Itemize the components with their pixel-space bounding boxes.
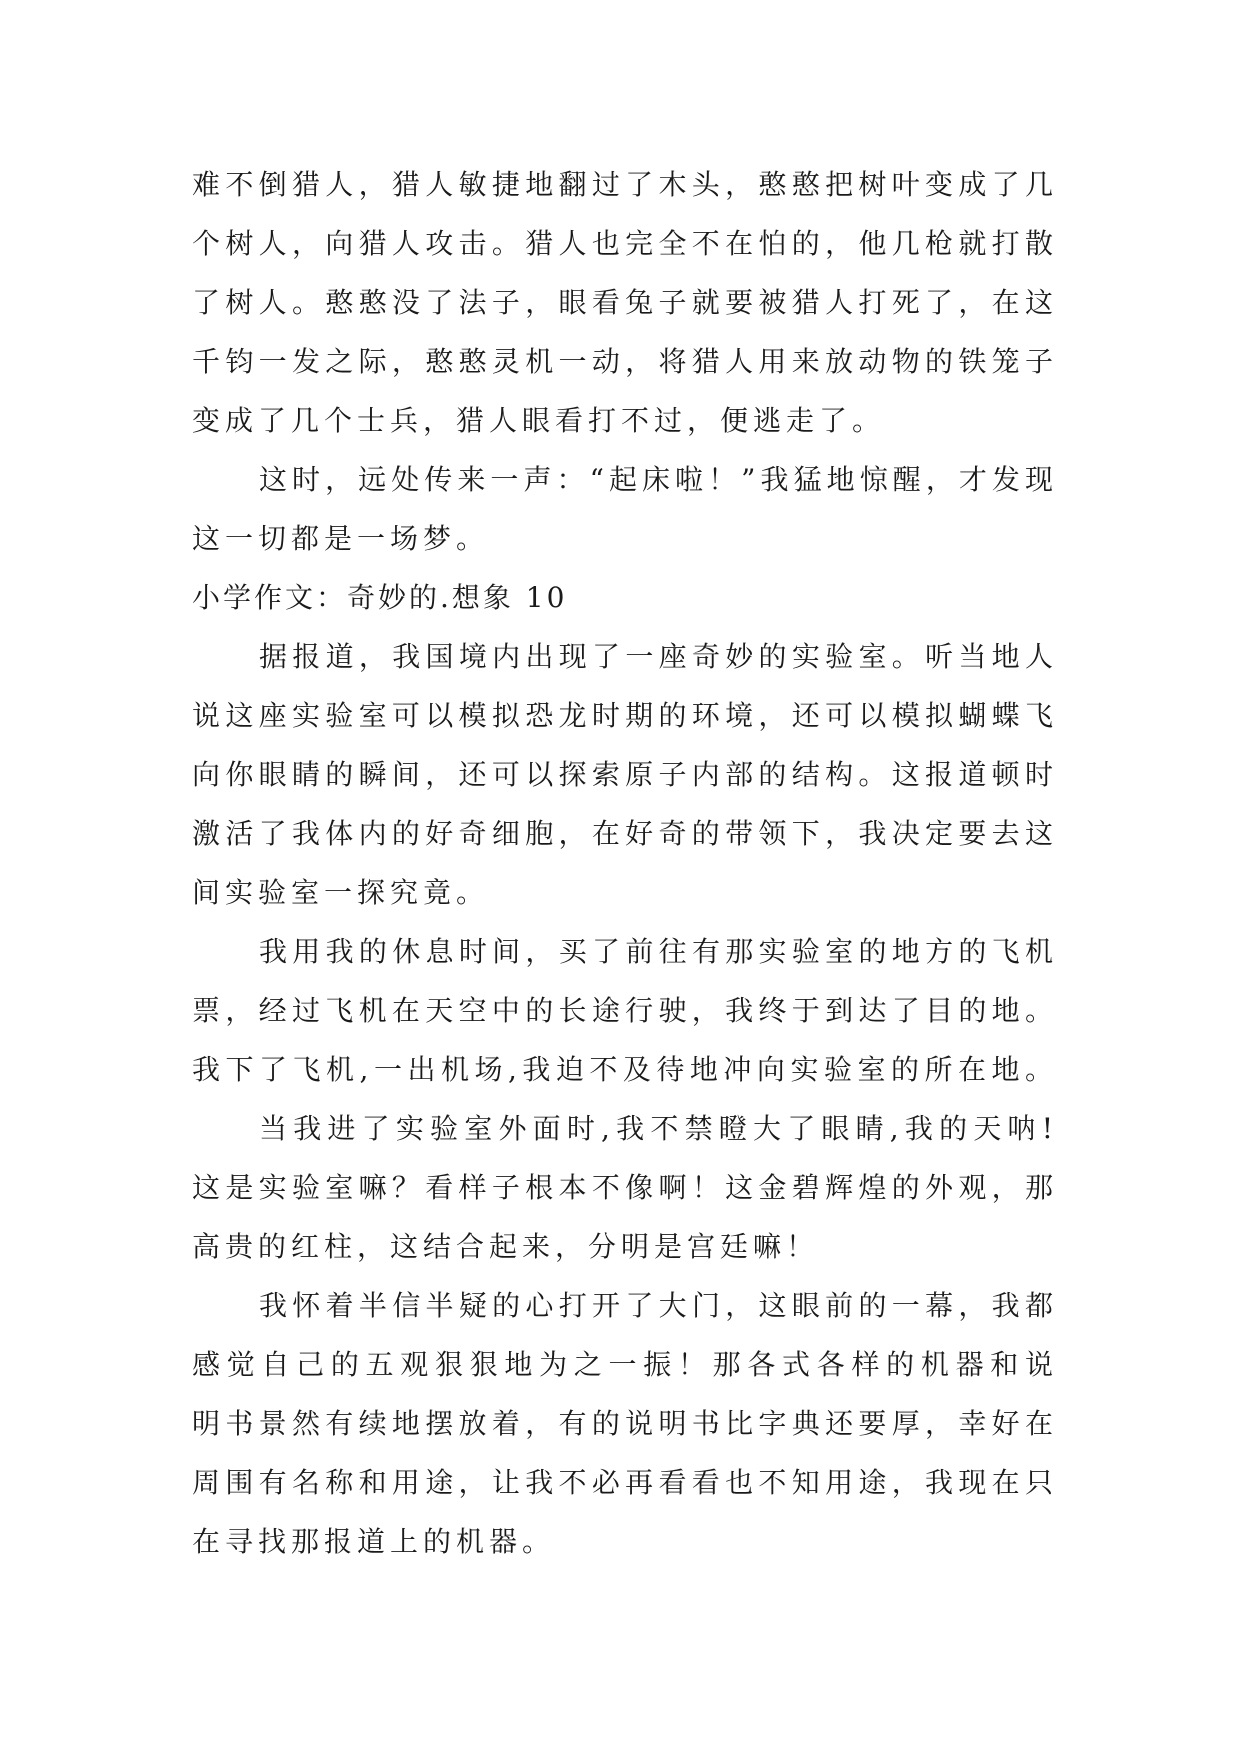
- text-line: 千钧一发之际，憨憨灵机一动，将猎人用来放动物的铁笼子: [192, 345, 1058, 378]
- text-line: 当我进了实验室外面时,我不禁瞪大了眼睛,我的天呐!: [259, 1112, 1058, 1145]
- document-body: [192, 155, 1058, 1571]
- text-line: 据报道，我国境内出现了一座奇妙的实验室。听当地人: [259, 640, 1058, 673]
- essay-heading: 小学作文：奇妙的.想象 10: [192, 581, 568, 614]
- paragraph: [192, 922, 1058, 1099]
- paragraph: [192, 450, 1058, 568]
- text-line: 高贵的红柱，这结合起来，分明是宫廷嘛！: [192, 1230, 820, 1263]
- text-line: 在寻找那报道上的机器。: [192, 1525, 556, 1558]
- text-line: 了树人。憨憨没了法子，眼看兔子就要被猎人打死了，在这: [192, 286, 1058, 319]
- paragraph: [192, 1276, 1058, 1571]
- text-line: 我怀着半信半疑的心打开了大门，这眼前的一幕，我都: [259, 1289, 1058, 1322]
- text-line: 个树人，向猎人攻击。猎人也完全不在怕的，他几枪就打散: [192, 227, 1058, 260]
- text-line: 变成了几个士兵，猎人眼看打不过，便逃走了。: [192, 404, 886, 437]
- text-line: 我下了飞机,一出机场,我迫不及待地冲向实验室的所在地。: [192, 1053, 1058, 1086]
- text-line: 我用我的休息时间，买了前往有那实验室的地方的飞机: [259, 935, 1058, 968]
- paragraph: [192, 155, 1058, 450]
- text-line: 向你眼睛的瞬间，还可以探索原子内部的结构。这报道顿时: [192, 758, 1058, 791]
- text-line: 激活了我体内的好奇细胞，在好奇的带领下，我决定要去这: [192, 817, 1058, 850]
- text-line: 票，经过飞机在天空中的长途行驶，我终于到达了目的地。: [192, 994, 1058, 1027]
- text-line: 周围有名称和用途，让我不必再看看也不知用途，我现在只: [192, 1466, 1058, 1499]
- paragraph: [192, 627, 1058, 922]
- text-line: 感觉自己的五观狠狠地为之一振！那各式各样的机器和说: [192, 1348, 1058, 1381]
- text-line: 间实验室一探究竟。: [192, 876, 490, 909]
- text-line: 难不倒猎人，猎人敏捷地翻过了木头，憨憨把树叶变成了几: [192, 168, 1058, 201]
- text-line: 说这座实验室可以模拟恐龙时期的环境，还可以模拟蝴蝶飞: [192, 699, 1058, 732]
- text-line: 这是实验室嘛？看样子根本不像啊！这金碧辉煌的外观，那: [192, 1171, 1058, 1204]
- text-line: 这一切都是一场梦。: [192, 522, 490, 555]
- text-line: 这时，远处传来一声：“起床啦！”我猛地惊醒，才发现: [259, 463, 1058, 496]
- paragraph: [192, 1099, 1058, 1276]
- text-line: 明书景然有续地摆放着，有的说明书比字典还要厚，幸好在: [192, 1407, 1058, 1440]
